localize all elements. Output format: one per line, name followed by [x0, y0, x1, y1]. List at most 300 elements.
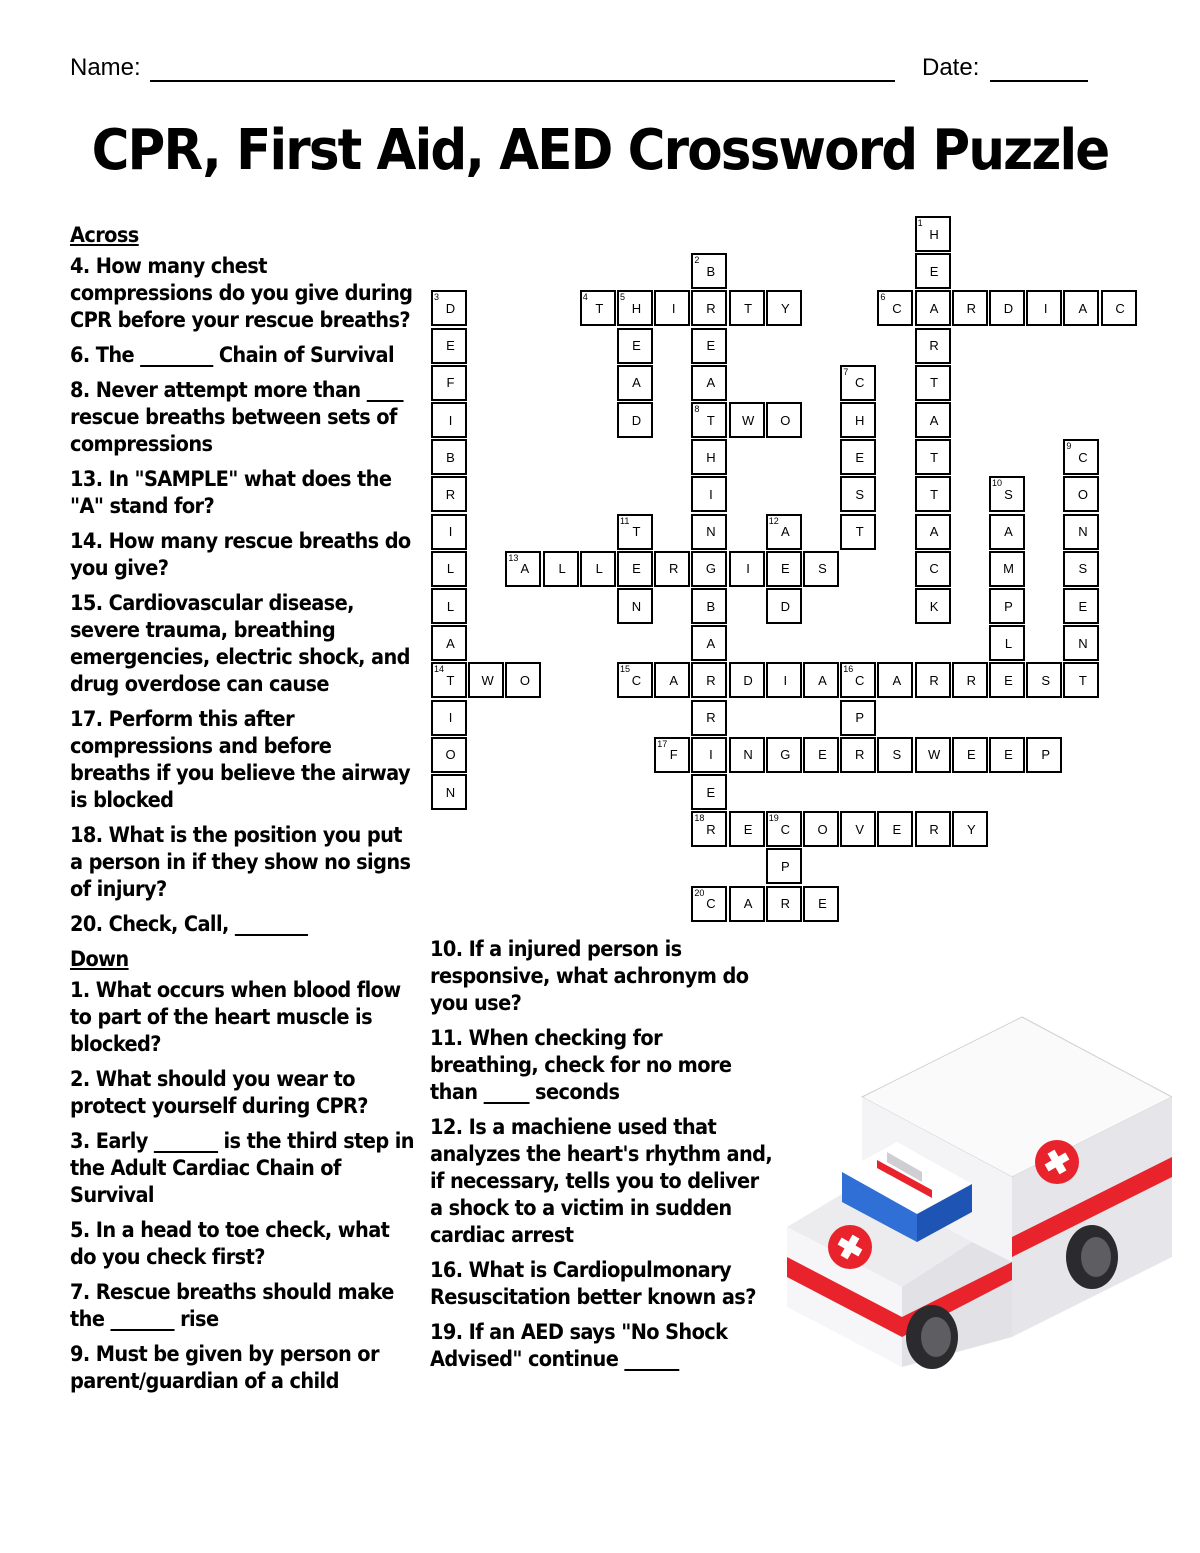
grid-cell[interactable]	[915, 737, 951, 773]
grid-cell[interactable]	[877, 811, 913, 847]
cell-letter: L	[446, 561, 455, 577]
down-clue	[70, 977, 415, 1058]
cell-letter: E	[780, 561, 790, 577]
grid-cell[interactable]	[654, 551, 690, 587]
cell-letter: A	[929, 524, 939, 540]
grid-cell[interactable]	[431, 662, 467, 698]
grid-cell[interactable]	[840, 514, 876, 550]
cell-letter: E	[892, 821, 902, 837]
cell-letter: A	[743, 896, 753, 912]
grid-cell[interactable]	[654, 737, 690, 773]
cell-number: 17	[657, 738, 668, 749]
cell-letter: F	[669, 747, 678, 763]
cell-letter: N	[631, 598, 642, 614]
clue-text: If a injured person is responsive, what achronym do you use?	[430, 937, 749, 1016]
grid-cell[interactable]	[952, 737, 988, 773]
cell-letter: K	[929, 598, 939, 614]
cell-letter: D	[445, 300, 456, 316]
clue-number: 2.	[70, 1067, 90, 1092]
grid-cell[interactable]	[543, 551, 579, 587]
cell-letter: T	[595, 300, 604, 316]
grid-cell[interactable]	[580, 551, 616, 587]
cell-letter: L	[1004, 635, 1013, 651]
cell-number: 12	[768, 515, 779, 526]
grid-cell[interactable]	[989, 588, 1025, 624]
grid-cell[interactable]	[431, 588, 467, 624]
grid-cell[interactable]	[1063, 290, 1099, 326]
cell-letter: O	[445, 747, 456, 763]
cell-number: 15	[620, 664, 631, 675]
cell-letter: E	[743, 821, 753, 837]
cell-letter: C	[929, 561, 939, 577]
grid-cell[interactable]	[431, 514, 467, 550]
clue-text: What is the position you put a person in if they show no signs of injury?	[70, 823, 411, 902]
cell-letter: B	[706, 263, 716, 279]
cell-letter: N	[1078, 635, 1088, 651]
clue-number: 9.	[70, 1342, 90, 1367]
cell-letter: A	[929, 300, 939, 316]
cell-letter: W	[741, 412, 755, 428]
grid-cell[interactable]	[803, 886, 839, 922]
cell-letter: S	[892, 747, 902, 763]
cell-letter: E	[1004, 747, 1013, 763]
grid-cell[interactable]	[840, 365, 876, 401]
cell-number: 1	[917, 218, 923, 228]
date-label: Date:	[922, 54, 980, 81]
cell-letter: R	[780, 896, 790, 912]
grid-cell[interactable]	[691, 886, 727, 922]
grid-cell[interactable]	[691, 514, 727, 550]
grid-cell[interactable]	[1063, 551, 1099, 587]
clue-number: 8.	[70, 378, 90, 403]
grid-cell[interactable]	[803, 551, 839, 587]
across-clue	[70, 342, 415, 369]
grid-cell[interactable]	[877, 737, 913, 773]
grid-cell[interactable]	[431, 625, 467, 661]
cell-letter: C	[706, 896, 716, 912]
grid-cell[interactable]	[691, 290, 727, 326]
cell-letter: E	[855, 449, 865, 465]
cell-letter: E	[706, 338, 716, 354]
grid-cell[interactable]	[1063, 662, 1099, 698]
grid-cell[interactable]	[915, 439, 951, 475]
grid-cell[interactable]	[989, 476, 1025, 512]
grid-cell[interactable]	[840, 662, 876, 698]
grid-cell[interactable]	[766, 588, 802, 624]
cell-letter: E	[818, 896, 827, 912]
grid-cell[interactable]	[505, 551, 541, 587]
cell-letter: T	[632, 524, 641, 540]
cell-letter: E	[966, 747, 976, 763]
grid-cell[interactable]	[691, 700, 727, 736]
grid-cell[interactable]	[729, 290, 765, 326]
grid-cell[interactable]	[729, 886, 765, 922]
cell-number: 2	[694, 255, 700, 266]
grid-cell[interactable]	[840, 700, 876, 736]
grid-cell[interactable]	[803, 737, 839, 773]
cell-number: 3	[434, 292, 440, 303]
down-clue	[430, 1257, 775, 1311]
clue-text: When checking for breathing, check for no more than _____ seconds	[430, 1026, 732, 1105]
cell-letter: P	[1004, 598, 1013, 614]
cell-number: 19	[768, 813, 779, 824]
cell-letter: B	[446, 449, 455, 465]
grid-cell[interactable]	[915, 328, 951, 364]
grid-cell[interactable]	[915, 402, 951, 438]
grid-cell[interactable]	[691, 588, 727, 624]
grid-cell[interactable]	[915, 811, 951, 847]
down-clue	[70, 1128, 415, 1209]
cell-letter: E	[818, 747, 827, 763]
across-clues	[70, 222, 415, 1403]
grid-cell[interactable]	[654, 290, 690, 326]
grid-cell[interactable]	[729, 662, 765, 698]
cell-number: 11	[620, 515, 630, 526]
clue-number: 14.	[70, 529, 103, 554]
down-clue	[70, 1279, 415, 1333]
grid-cell[interactable]	[617, 290, 653, 326]
clue-number: 11.	[430, 1026, 463, 1051]
grid-cell[interactable]	[431, 737, 467, 773]
cell-letter: F	[446, 375, 455, 391]
cell-letter: A	[446, 635, 455, 651]
grid-cell[interactable]	[1026, 662, 1062, 698]
cell-letter: I	[783, 672, 788, 688]
grid-cell[interactable]	[1063, 476, 1099, 512]
grid-cell[interactable]	[989, 625, 1025, 661]
grid-cell[interactable]	[431, 700, 467, 736]
grid-cell[interactable]	[766, 662, 802, 698]
cell-number: 14	[434, 664, 445, 675]
clue-text: Must be given by person or parent/guardian of a child	[70, 1342, 379, 1394]
grid-cell[interactable]	[617, 365, 653, 401]
cell-letter: D	[1003, 300, 1014, 316]
grid-cell[interactable]	[1026, 737, 1062, 773]
grid-cell[interactable]	[691, 625, 727, 661]
cell-letter: W	[927, 747, 941, 763]
cell-letter: O	[817, 821, 828, 837]
grid-cell[interactable]	[766, 811, 802, 847]
cell-letter: A	[929, 412, 939, 428]
cell-letter: R	[706, 710, 716, 726]
down-clues-continued	[430, 936, 775, 1381]
cell-letter: E	[929, 263, 939, 279]
clue-text: Is a machiene used that analyzes the heart's rhythm and, if necessary, tells you to deliver a shock to a victim in sudden cardiac arrest	[430, 1115, 773, 1248]
cell-letter: E	[1078, 598, 1088, 614]
cell-letter: D	[631, 412, 642, 428]
across-clue	[70, 528, 415, 582]
grid-cell[interactable]	[468, 662, 504, 698]
grid-cell[interactable]	[766, 848, 802, 884]
grid-cell[interactable]	[989, 662, 1025, 698]
cell-letter: A	[669, 672, 679, 688]
grid-cell[interactable]	[766, 290, 802, 326]
cell-letter: R	[445, 486, 456, 502]
cell-letter: Y	[966, 821, 976, 837]
grid-cell[interactable]	[729, 737, 765, 773]
cell-letter: W	[481, 672, 494, 688]
grid-cell[interactable]	[729, 811, 765, 847]
clue-text: How many chest compressions do you give during CPR before your rescue breaths?	[70, 254, 413, 333]
grid-cell[interactable]	[617, 588, 653, 624]
grid-cell[interactable]	[915, 514, 951, 550]
cell-letter: O	[780, 412, 791, 428]
cell-letter: S	[1041, 672, 1051, 688]
cell-letter: S	[1078, 561, 1088, 577]
cell-number: 7	[843, 366, 849, 377]
cell-letter: C	[1078, 449, 1088, 465]
grid-cell[interactable]	[691, 811, 727, 847]
grid-cell[interactable]	[580, 290, 616, 326]
grid-cell[interactable]	[989, 551, 1025, 587]
cell-letter: M	[1003, 561, 1014, 577]
cell-letter: D	[780, 598, 790, 614]
clue-number: 1.	[70, 978, 90, 1003]
cell-letter: T	[930, 375, 939, 391]
cell-letter: I	[746, 561, 750, 577]
cell-letter: I	[709, 747, 713, 763]
grid-cell[interactable]	[431, 774, 467, 810]
name-label: Name:	[70, 54, 141, 81]
name-date-row	[70, 50, 1090, 84]
grid-cell[interactable]	[691, 737, 727, 773]
across-clue	[70, 377, 415, 458]
grid-cell[interactable]	[840, 476, 876, 512]
cell-letter: A	[892, 672, 902, 688]
cell-letter: E	[706, 784, 716, 800]
grid-cell[interactable]	[1063, 625, 1099, 661]
grid-cell[interactable]	[691, 253, 727, 289]
grid-cell[interactable]	[431, 476, 467, 512]
grid-cell[interactable]	[915, 588, 951, 624]
cell-letter: E	[1004, 672, 1013, 688]
clue-number: 17.	[70, 707, 103, 732]
grid-cell[interactable]	[915, 253, 951, 289]
cell-letter: E	[632, 561, 641, 577]
across-clue	[70, 590, 415, 698]
grid-cell[interactable]	[431, 290, 467, 326]
grid-cell[interactable]	[431, 402, 467, 438]
clue-number: 12.	[430, 1115, 463, 1140]
cell-letter: C	[780, 821, 790, 837]
cell-letter: I	[448, 412, 453, 428]
across-clue	[70, 466, 415, 520]
cell-letter: I	[709, 486, 713, 502]
grid-cell[interactable]	[952, 290, 988, 326]
cell-letter: I	[671, 300, 676, 316]
grid-cell[interactable]	[617, 328, 653, 364]
cell-number: 20	[694, 887, 705, 898]
clue-number: 20.	[70, 912, 103, 937]
grid-cell[interactable]	[729, 551, 765, 587]
cell-letter: G	[780, 747, 791, 763]
clue-text: What should you wear to protect yourself during CPR?	[70, 1067, 368, 1119]
grid-cell[interactable]	[952, 662, 988, 698]
grid-cell[interactable]	[840, 439, 876, 475]
cell-letter: H	[854, 412, 865, 428]
grid-cell[interactable]	[691, 439, 727, 475]
cell-letter: A	[632, 375, 641, 391]
cell-letter: Y	[780, 300, 790, 316]
cell-letter: I	[1043, 300, 1048, 316]
cell-letter: S	[1004, 486, 1013, 502]
cell-letter: R	[706, 821, 716, 837]
clue-number: 5.	[70, 1218, 90, 1243]
clue-text: In "SAMPLE" what does the "A" stand for?	[70, 467, 392, 519]
cell-letter: G	[705, 561, 716, 577]
down-clue	[70, 1066, 415, 1120]
cell-number: 8	[694, 404, 700, 414]
grid-cell[interactable]	[691, 365, 727, 401]
grid-cell[interactable]	[691, 402, 727, 438]
across-clue	[70, 706, 415, 814]
cell-letter: A	[706, 375, 716, 391]
cell-letter: H	[631, 300, 642, 316]
grid-cell[interactable]	[766, 737, 802, 773]
grid-cell[interactable]	[505, 662, 541, 698]
cell-letter: N	[1078, 524, 1088, 540]
clue-number: 16.	[430, 1258, 463, 1283]
grid-cell[interactable]	[617, 551, 653, 587]
grid-cell[interactable]	[877, 662, 913, 698]
down-clue	[430, 1114, 775, 1249]
grid-cell[interactable]	[915, 476, 951, 512]
cell-number: 18	[694, 813, 705, 824]
cell-number: 4	[582, 292, 588, 303]
cell-letter: C	[854, 375, 865, 391]
grid-cell[interactable]	[431, 551, 467, 587]
grid-cell[interactable]	[840, 402, 876, 438]
grid-cell[interactable]	[617, 402, 653, 438]
grid-cell[interactable]	[989, 514, 1025, 550]
cell-letter: P	[855, 710, 865, 726]
clue-number: 4.	[70, 254, 90, 279]
cell-letter: I	[448, 710, 453, 726]
grid-cell[interactable]	[766, 551, 802, 587]
grid-cell[interactable]	[840, 811, 876, 847]
grid-cell[interactable]	[1063, 514, 1099, 550]
grid-cell[interactable]	[766, 886, 802, 922]
cell-letter: R	[966, 300, 976, 316]
grid-cell[interactable]	[989, 737, 1025, 773]
clue-number: 6.	[70, 343, 90, 368]
grid-cell[interactable]	[915, 365, 951, 401]
grid-cell[interactable]	[1101, 290, 1137, 326]
grid-cell[interactable]	[431, 328, 467, 364]
cell-letter: V	[855, 821, 865, 837]
grid-cell[interactable]	[691, 328, 727, 364]
cell-letter: A	[818, 672, 827, 688]
grid-cell[interactable]	[729, 402, 765, 438]
cell-letter: T	[706, 412, 715, 428]
grid-cell[interactable]	[989, 290, 1025, 326]
cell-letter: R	[966, 672, 976, 688]
clue-text: Check, Call, ________	[102, 912, 308, 937]
clue-number: 7.	[70, 1280, 90, 1305]
grid-cell[interactable]	[691, 476, 727, 512]
cell-number: 16	[843, 664, 854, 675]
grid-cell[interactable]	[915, 290, 951, 326]
cell-letter: A	[780, 524, 790, 540]
down-clue	[70, 1341, 415, 1395]
cell-letter: C	[892, 300, 902, 316]
grid-cell[interactable]	[431, 365, 467, 401]
cell-letter: A	[706, 635, 716, 651]
across-clue	[70, 822, 415, 903]
clue-number: 3.	[70, 1129, 90, 1154]
grid-cell[interactable]	[1063, 439, 1099, 475]
grid-cell[interactable]	[766, 514, 802, 550]
down-heading: Down	[70, 947, 129, 972]
grid-cell[interactable]	[1026, 290, 1062, 326]
grid-cell[interactable]	[766, 402, 802, 438]
grid-cell[interactable]	[691, 662, 727, 698]
grid-cell[interactable]	[803, 811, 839, 847]
clue-text: What occurs when blood flow to part of the heart muscle is blocked?	[70, 978, 401, 1057]
cell-letter: R	[668, 561, 679, 577]
clue-text: If an AED says "No Shock Advised" continue ______	[430, 1320, 728, 1372]
cell-letter: P	[780, 858, 790, 874]
clue-number: 18.	[70, 823, 103, 848]
clue-text: Early _______ is the third step in the Adult Cardiac Chain of Survival	[70, 1129, 414, 1208]
date-field[interactable]	[990, 80, 1088, 82]
clue-number: 13.	[70, 467, 103, 492]
clue-text: Cardiovascular disease, severe trauma, breathing emergencies, electric shock, and drug overdose can cause	[70, 591, 410, 697]
cell-letter: T	[1078, 672, 1087, 688]
cell-letter: R	[706, 300, 716, 316]
cell-letter: C	[1115, 300, 1125, 316]
grid-cell[interactable]	[617, 662, 653, 698]
grid-cell[interactable]	[915, 216, 951, 252]
grid-cell[interactable]	[431, 439, 467, 475]
cell-letter: T	[446, 672, 455, 688]
grid-cell[interactable]	[915, 551, 951, 587]
cell-letter: A	[1004, 524, 1013, 540]
cell-number: 9	[1066, 441, 1072, 452]
grid-cell[interactable]	[691, 551, 727, 587]
grid-cell[interactable]	[617, 514, 653, 550]
name-field[interactable]	[150, 80, 895, 82]
clue-number: 10.	[430, 937, 463, 962]
grid-cell[interactable]	[915, 662, 951, 698]
grid-cell[interactable]	[691, 774, 727, 810]
grid-cell[interactable]	[1063, 588, 1099, 624]
cell-letter: I	[448, 524, 453, 540]
cell-letter: R	[706, 672, 716, 688]
cell-letter: C	[631, 672, 642, 688]
cell-letter: R	[929, 672, 939, 688]
grid-cell[interactable]	[952, 811, 988, 847]
cell-letter: H	[929, 226, 939, 242]
cell-letter: R	[854, 747, 865, 763]
clue-text: Rescue breaths should make the _______ rise	[70, 1280, 394, 1332]
cell-letter: O	[1077, 486, 1088, 502]
cell-letter: N	[445, 784, 456, 800]
cell-letter: T	[930, 486, 939, 502]
grid-cell[interactable]	[654, 662, 690, 698]
clue-text: What is Cardiopulmonary Resuscitation better known as?	[430, 1258, 756, 1310]
grid-cell[interactable]	[840, 737, 876, 773]
cell-letter: L	[595, 561, 603, 577]
across-clue	[70, 253, 415, 334]
cell-letter: E	[632, 338, 641, 354]
grid-cell[interactable]	[877, 290, 913, 326]
down-clue	[430, 1319, 775, 1373]
grid-cell[interactable]	[803, 662, 839, 698]
down-clue	[70, 1217, 415, 1271]
across-heading: Across	[70, 223, 139, 248]
cell-letter: P	[1041, 747, 1051, 763]
